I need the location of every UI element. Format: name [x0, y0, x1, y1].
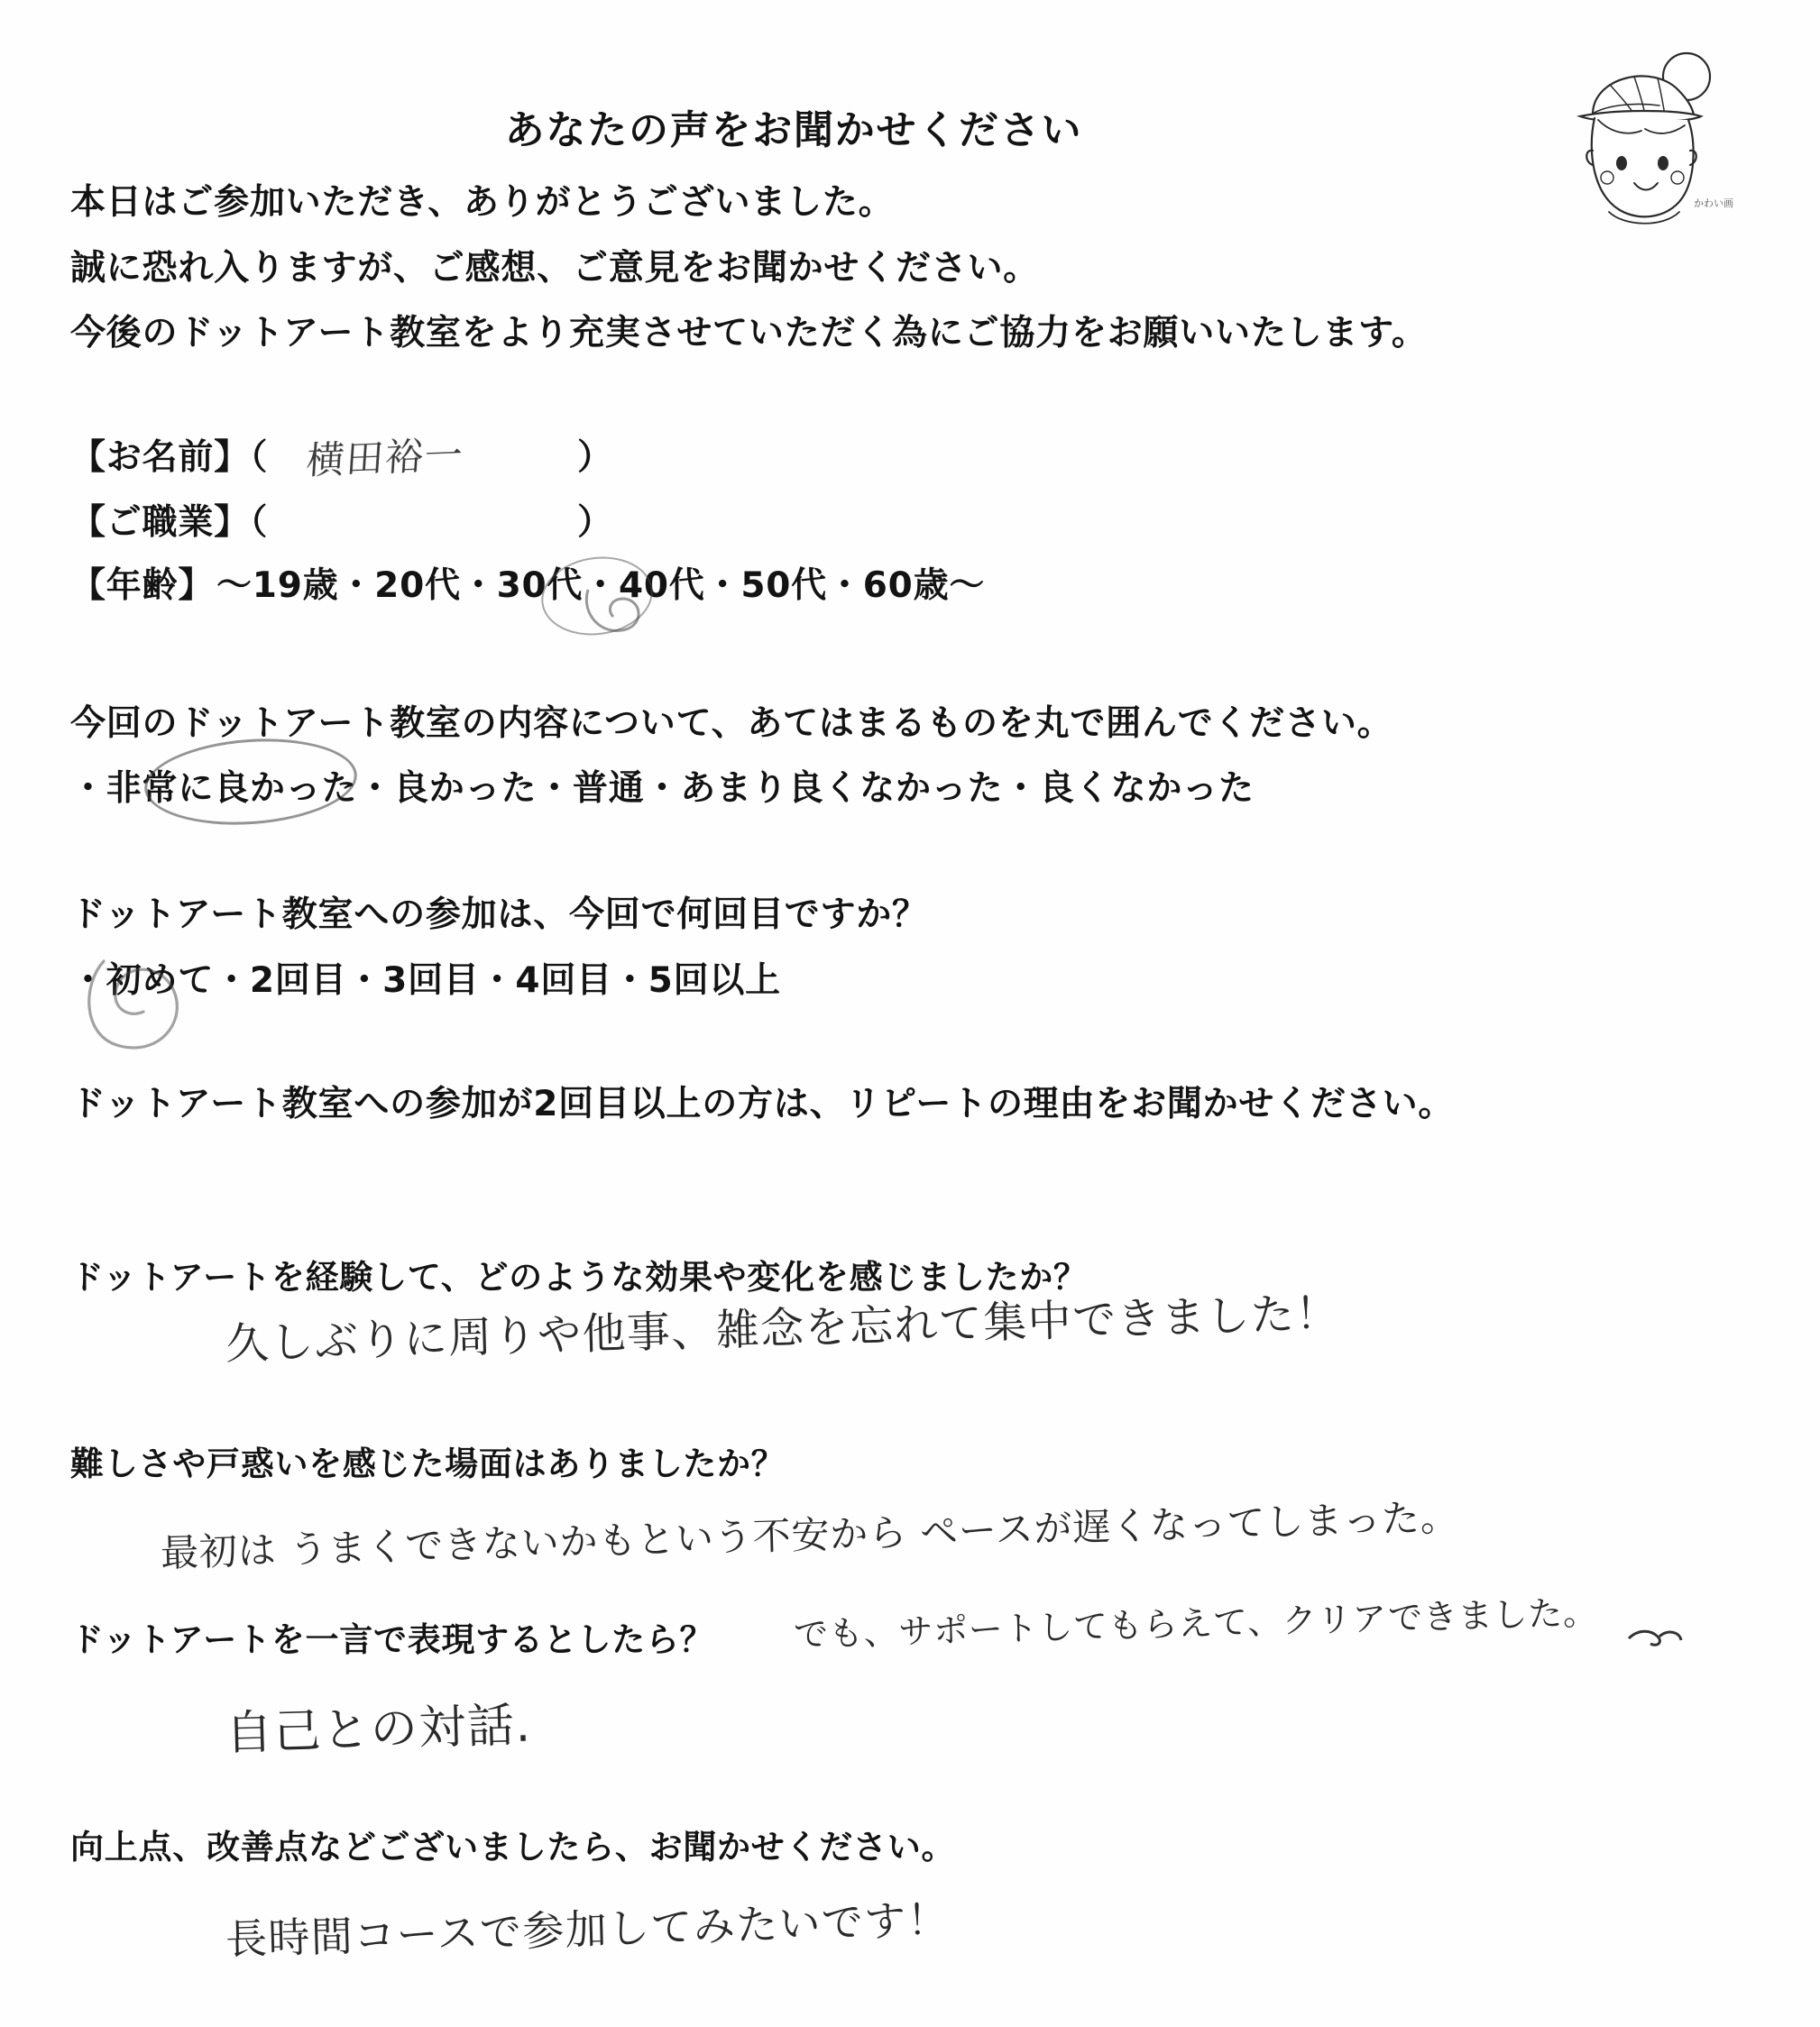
occupation-field-label: 【ご職業】（	[70, 502, 269, 543]
repeat-question-prompt: ドットアート教室への参加が2回目以上の方は、リピートの理由をお聞かせください。	[70, 1084, 1455, 1124]
answer-doodle-icon	[1623, 1619, 1687, 1655]
improve-question-prompt: 向上点、改善点などございましたら、お聞かせください。	[70, 1828, 956, 1866]
oneword-question-prompt: ドットアートを一言で表現するとしたら？	[70, 1620, 714, 1659]
oneword-question-answer[interactable]: 自己との対話.	[225, 1698, 533, 1761]
effect-question-prompt: ドットアートを経験して、どのような効果や変化を感じましたか？	[70, 1258, 1088, 1297]
name-field-value[interactable]: 横田裕一	[305, 432, 466, 483]
page-title: あなたの声をお聞かせください	[504, 107, 1083, 153]
intro-line-3: 今後のドットアート教室をより充実させていただく為にご協力をお願いいたします。	[70, 313, 1428, 353]
name-field-close-paren: ）	[577, 437, 613, 478]
effect-question-answer[interactable]: 久しぶりに周りや他事、雑念を忘れて集中できました！	[225, 1288, 1341, 1370]
name-field-label: 【お名前】（	[70, 437, 269, 478]
intro-line-1: 本日はご参加いただき、ありがとうございました。	[70, 182, 895, 223]
occupation-field-close-paren: ）	[577, 502, 613, 543]
age-options[interactable]: ～19歳・20代・30代・40代・50代・60歳～	[216, 565, 986, 606]
difficulty-question-answer-line1[interactable]: 最初は うまくできないかもという不安から ペースが遅くなってしまった。	[160, 1494, 1460, 1575]
count-selected-circle-mark	[77, 938, 257, 1073]
age-field-label: 【年齢】	[70, 565, 215, 606]
svg-text:かわい画: かわい画	[1694, 197, 1733, 209]
count-question-options[interactable]: ・初めて・2回目・3回目・4回目・5回以上	[70, 960, 781, 1001]
count-question-prompt: ドットアート教室への参加は、今回で何回目ですか？	[70, 894, 928, 935]
improve-question-answer[interactable]: 長時間コースで参加してみたいです！	[225, 1894, 951, 1964]
difficulty-question-answer-line2[interactable]: でも、サポートしてもらえて、クリアできました。	[793, 1592, 1599, 1655]
difficulty-question-prompt: 難しさや戸惑いを感じた場面はありましたか？	[70, 1445, 786, 1483]
rating-question-options[interactable]: ・非常に良かった・良かった・普通・あまり良くなかった・良くなかった	[70, 768, 1255, 809]
rating-question-prompt: 今回のドットアート教室の内容について、あてはまるものを丸で囲んでください。	[70, 703, 1393, 744]
intro-line-2: 誠に恐れ入りますが、ご感想、ご意見をお聞かせください。	[70, 248, 1040, 289]
